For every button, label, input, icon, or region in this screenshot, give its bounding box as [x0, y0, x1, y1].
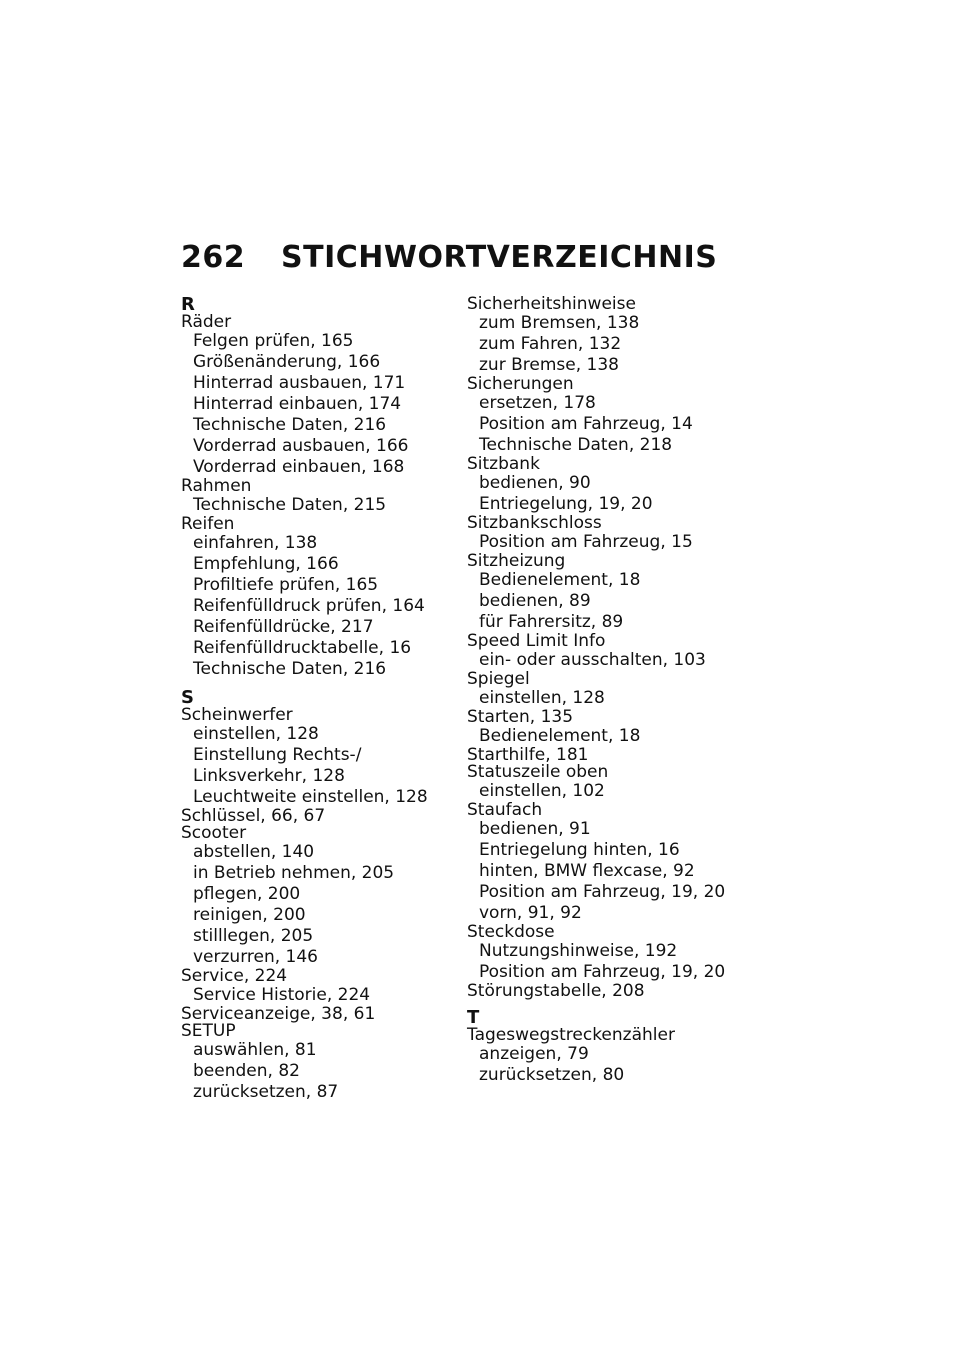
index-entry	[467, 296, 747, 376]
index-entry-sub: Vorderrad ausbauen, 166	[193, 436, 409, 456]
index-entry-sub: einfahren, 138	[193, 533, 318, 553]
index-entry-sub: Bedienelement, 18	[479, 726, 641, 746]
index-entry-main: Schlüssel, 66, 67	[181, 806, 326, 826]
index-entry	[467, 633, 747, 671]
page-title: STICHWORTVERZEICHNIS	[281, 240, 718, 275]
index-entry-sub: Position am Fahrzeug, 19, 20	[479, 962, 726, 982]
index-entry-sub: Nutzungshinweise, 192	[479, 941, 678, 961]
index-entry-sub: Technische Daten, 218	[479, 435, 673, 455]
index-entry-main: Scheinwerfer	[181, 705, 293, 725]
index-entry-main: Sicherungen	[467, 374, 574, 394]
index-entry-main: Reifen	[181, 514, 235, 534]
index-entry-main: Räder	[181, 312, 232, 332]
index-entry-sub: Profiltiefe prüfen, 165	[193, 575, 379, 595]
index-entry-sub: Position am Fahrzeug, 14	[479, 414, 693, 434]
index-entry-sub: für Fahrersitz, 89	[479, 612, 624, 632]
index-entry-sub: Reifenfülldrücke, 217	[193, 617, 374, 637]
index-entry-sub: einstellen, 128	[479, 688, 605, 708]
index-entry-sub: Linksverkehr, 128	[193, 766, 345, 786]
index-entry-main: Störungstabelle, 208	[467, 981, 645, 1001]
index-entry	[467, 802, 747, 924]
index-entry-sub: Größenänderung, 166	[193, 352, 381, 372]
index-entry-sub: bedienen, 89	[479, 591, 591, 611]
index-entry-main: SETUP	[181, 1021, 236, 1041]
index-entry	[181, 825, 461, 968]
index-entry	[467, 515, 747, 553]
index-entry-sub: hinten, BMW flexcase, 92	[479, 861, 695, 881]
index-letter-heading: T	[467, 1007, 480, 1028]
index-entry-main: Steckdose	[467, 922, 555, 942]
index-entry-sub: Hinterrad ausbauen, 171	[193, 373, 406, 393]
index-entry-sub: Entriegelung, 19, 20	[479, 494, 653, 514]
page-number: 262	[181, 240, 246, 275]
index-entry-sub: reinigen, 200	[193, 905, 306, 925]
index-entry-sub: Hinterrad einbauen, 174	[193, 394, 402, 414]
index-entry-sub: Leuchtweite einstellen, 128	[193, 787, 428, 807]
index-entry	[467, 1027, 747, 1086]
index-entry-main: Scooter	[181, 823, 247, 843]
index-entry-main: Spiegel	[467, 669, 530, 689]
index-entry-main: Sitzbank	[467, 454, 540, 474]
letter-gap	[467, 1000, 747, 1009]
index-entry-sub: Technische Daten, 216	[193, 659, 387, 679]
index-entry-sub: zurücksetzen, 80	[479, 1065, 625, 1085]
index-entry-main: Sitzbankschloss	[467, 513, 602, 533]
index-entry-sub: Position am Fahrzeug, 15	[479, 532, 693, 552]
index-entry	[181, 968, 461, 1006]
index-letter-heading: R	[181, 294, 195, 315]
index-entry-main: Rahmen	[181, 476, 252, 496]
index-entry-sub: pflegen, 200	[193, 884, 301, 904]
index-entry-sub: Position am Fahrzeug, 19, 20	[479, 882, 726, 902]
page-header	[181, 240, 717, 275]
index-entry	[467, 553, 747, 633]
index-entry	[467, 671, 747, 709]
letter-gap	[181, 680, 461, 689]
index-entry-sub: verzurren, 146	[193, 947, 319, 967]
index-entry-sub: abstellen, 140	[193, 842, 315, 862]
index-entry-sub: Einstellung Rechts-/	[193, 745, 362, 765]
index-entry-sub: stilllegen, 205	[193, 926, 314, 946]
index-entry-sub: ein- oder ausschalten, 103	[479, 650, 706, 670]
index-entry-sub: ersetzen, 178	[479, 393, 596, 413]
index-entry-sub: vorn, 91, 92	[479, 903, 582, 923]
index-entry-main: Service, 224	[181, 966, 288, 986]
index-entry	[467, 764, 747, 802]
index-entry-sub: Reifenfülldrucktabelle, 16	[193, 638, 412, 658]
index-entry-sub: einstellen, 102	[479, 781, 605, 801]
index-entry-main: Starten, 135	[467, 707, 574, 727]
index-column-right	[467, 296, 747, 1086]
index-column-left	[181, 296, 461, 1103]
index-entry-sub: Technische Daten, 215	[193, 495, 387, 515]
index-entry-sub: einstellen, 128	[193, 724, 319, 744]
index-entry	[467, 376, 747, 456]
index-letter-heading: S	[181, 687, 194, 708]
index-entry-sub: anzeigen, 79	[479, 1044, 589, 1064]
index-entry-sub: zurücksetzen, 87	[193, 1082, 339, 1102]
index-entry-main: Serviceanzeige, 38, 61	[181, 1004, 376, 1024]
index-entry-sub: bedienen, 91	[479, 819, 591, 839]
index-entry-sub: Technische Daten, 216	[193, 415, 387, 435]
index-entry-main: Sitzheizung	[467, 551, 566, 571]
index-entry-main: Sicherheitshinweise	[467, 294, 636, 314]
index-entry	[467, 456, 747, 515]
index-entry	[181, 1023, 461, 1103]
index-entry-main: Starthilfe, 181	[467, 745, 589, 765]
index-entry-sub: Service Historie, 224	[193, 985, 371, 1005]
index-entry-main: Speed Limit Info	[467, 631, 606, 651]
index-entry-main: Staufach	[467, 800, 543, 820]
index-entry-sub: auswählen, 81	[193, 1040, 317, 1060]
index-entry-sub: Empfehlung, 166	[193, 554, 339, 574]
index-entry	[467, 709, 747, 747]
index-entry	[181, 707, 461, 808]
index-entry	[181, 516, 461, 680]
index-entry	[467, 924, 747, 983]
index-entry-sub: Bedienelement, 18	[479, 570, 641, 590]
index-entry-sub: zum Bremsen, 138	[479, 313, 640, 333]
index-entry-sub: zum Fahren, 132	[479, 334, 622, 354]
index-entry-sub: zur Bremse, 138	[479, 355, 619, 375]
index-entry-sub: beenden, 82	[193, 1061, 300, 1081]
index-entry	[181, 314, 461, 478]
index-entry-sub: in Betrieb nehmen, 205	[193, 863, 395, 883]
index-entry-sub: bedienen, 90	[479, 473, 591, 493]
index-entry-sub: Felgen prüfen, 165	[193, 331, 354, 351]
index-entry-sub: Entriegelung hinten, 16	[479, 840, 680, 860]
index-entry-main: Statuszeile oben	[467, 762, 609, 782]
index-entry	[181, 478, 461, 516]
index-entry-sub: Reifenfülldruck prüfen, 164	[193, 596, 425, 616]
index-entry-main: Tageswegstreckenzähler	[467, 1025, 675, 1045]
index-entry-sub: Vorderrad einbauen, 168	[193, 457, 405, 477]
index-entry	[467, 983, 747, 1000]
